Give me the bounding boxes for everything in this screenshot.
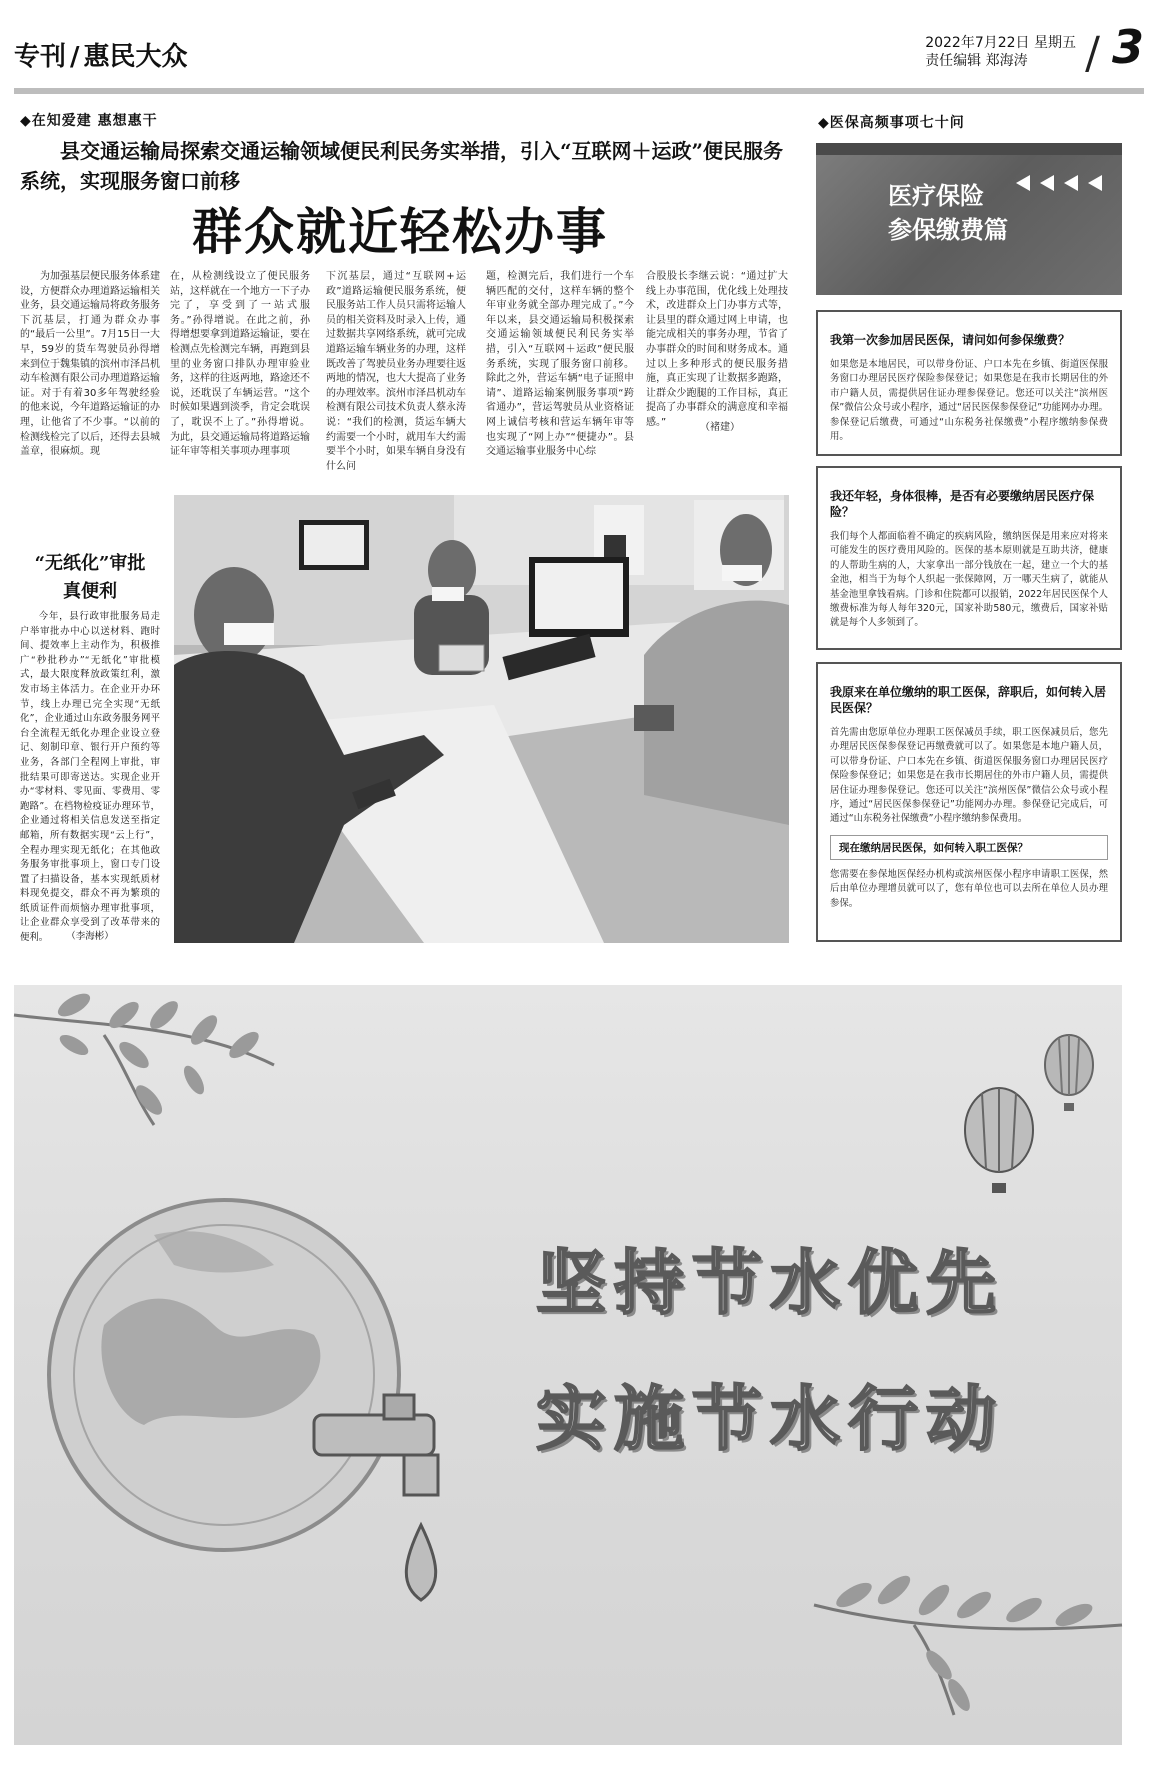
- sidebar-title-line2: 真便利: [63, 581, 117, 602]
- qa-sub-question: 现在缴纳居民医保，如何转入职工医保？: [830, 835, 1108, 860]
- masthead: [14, 14, 1144, 94]
- paper-name: 惠民大众: [83, 42, 188, 72]
- qa-answer-2: 我们每个人都面临着不确定的疾病风险，缴纳医保是用来应对将来可能发生的医疗费用风险的。医保的基本原则就是互助共济，健康的人帮助生病的人，大家拿出一部分钱放在一起，建立一个大的基金池，相当于为每个人织起一张保障网，万一哪天生病了，就能从基金池里拿钱看病。门诊和住院都可以报销，2022年居民医保个人缴费标准为每人每年320元，国家补助580元，缴费后，国家补贴就是每个人多领到了。: [830, 531, 1108, 629]
- banner-line1: 医疗保险: [888, 181, 984, 210]
- issue-date: 2022年7月22日 星期五: [925, 35, 1076, 51]
- masthead-divider: /: [70, 42, 80, 72]
- sidebar-story-body: 今年，县行政审批服务局走户举审批办中心以送材料、跑时间、提效率上主动作为，积极推广“秒批秒办”“无纸化”审批模式，最大限度释放政策红利，激发市场主体活力。在企业开办环节，线上办理已完全实现“无纸化”，企业通过山东政务服务网平台全流程无纸化办理企业设立登记、刻制印章、银行开户预约等业务，各部门全程网上审批，审批结果可即寄送达。实现企业开办“零材料、零见面、零费用、零跑路”。在档物检疫证办理环节，企业通过将相关信息发送至指定邮箱，所有数据实现“云上行”，全程办理实现无纸化；在其他政务服务审批事项上，窗口专门设置了扫描设备，基本实现纸质材料现免提交，群众不再为繁琐的纸质证件而烦恼办理审批事项，让企业群众享受到了改革带来的便利。: [20, 611, 160, 944]
- page-number-divider: /: [1085, 28, 1100, 79]
- article-column-4: 题，检测完后，我们进行一个车辆匹配的交付，这样车辆的整个年审业务就全部办理完成了。”今年以来，县交通运输局积极探索交通运输领域便民利民务实举措，引入“互联网＋运政”便民服务系统，实现了服务窗口前移。除此之外，营运车辆“电子证照申请”、道路运输案例服务事项“跨省通办”，营运驾驶员从业资格证网上诚信考核和营运车辆年审等也实现了“网上办”“便捷办”。县交通运输事业服务中心综: [486, 271, 634, 458]
- sidebar-title-line1: “无纸化”审批: [34, 553, 146, 574]
- water-saving-ad: [14, 985, 1122, 1745]
- qa-banner-title: [888, 179, 1008, 247]
- qa-sub-answer: 您需要在参保地医保经办机构或滨州医保小程序申请职工医保，然后由单位办理增员就可以了，您有单位也可以去所在单位人员办理参保。: [830, 868, 1108, 909]
- page-number: 3: [1111, 20, 1144, 74]
- masthead-info: [925, 34, 1076, 70]
- ad-slogan-line1: 坚持节水优先: [536, 1242, 1004, 1324]
- article-column-3: 下沉基层，通过“互联网+运政”道路运输便民服务系统，便民服务站工作人员只需将运输人员的相关资料及时录入上传，通过数据共享网络系统，就可完成道路运输车辆业务的办理，这样既改善了驾驶员业务办理要往返两地的情况，也大大提高了业务的办理效率。滨州市泽昌机动车检测有限公司技术负责人蔡永涛说：“我们的检测，货运车辆大约需要一个小时，就用车大约需要半个小时，如果车辆自身没有什么问: [326, 271, 466, 472]
- qa-question-3: 我原来在单位缴纳的职工医保，辞职后，如何转入居民医保？: [830, 685, 1107, 715]
- branch-top-left: [14, 1015, 274, 1125]
- qa-card-1: [816, 310, 1122, 456]
- article-column-1: 为加强基层便民服务体系建设，方便群众办理道路运输相关业务，县交通运输局将政务服务下沉基层，打通为群众办事的“最后一公里”。7月15日一大早，59岁的货车驾驶员孙得增来到位于魏集镇的滨州市泽昌机动车检测有限公司办理道路运输证。对于有着30多年驾驶经验的他来说，今年道路运输证的办理，让他省了不少事。“以前的检测线检完了以后，还得去县城盖章，很麻烦。现: [20, 271, 160, 458]
- water-globe: [49, 1200, 399, 1550]
- editor-credit: 责任编辑 郑海涛: [925, 53, 1028, 69]
- article-column-5: 合股股长李继云说：“通过扩大线上办事范围，优化线上处理技术，改进群众上门办事方式等，让县里的群众通过网上申请，也能完成相关的事务办理，节省了办事群众的时间和财务成本。通过以上多种形式的便民服务措施，真正实现了让数据多跑路，让群众少跑腿的工作目标，真正提高了办事群众的满意度和幸福感。”: [646, 271, 788, 428]
- article-subtitle: 县交通运输局探索交通运输领域便民利民务实举措，引入“互联网＋运政”便民服务系统，实现服务窗口前移: [20, 139, 784, 193]
- sidebar-byline: （李海彬）: [66, 931, 114, 942]
- qa-answer-3: 首先需由您原单位办理职工医保减员手续，职工医保减员后，您先办理居民医保参保登记再缴费就可以了。如果您是本地户籍人员，可以带身份证、户口本先在乡镇、街道医保服务窗口办理居民医疗保险参保登记；如果您是在我市长期居住的外市户籍人员，需提供居住证办理参保登记。您还可以关注“滨州医保”微信公众号或小程序，通过“居民医保参保登记”功能网办办理。参保登记完成后，可通过“山东税务社保缴费”小程序缴纳参保费用。: [830, 727, 1108, 825]
- article-title: 群众就近轻松办事: [192, 203, 608, 261]
- article-section-tag: ◆在知爱建 惠想惠干: [20, 113, 158, 129]
- qa-answer-1: 如果您是本地居民，可以带身份证、户口本先在乡镇、街道医保服务窗口办理居民医疗保险参保登记；如果您是在我市长期居住的外市户籍人员，需提供居住证办理参保登记。您还可以关注“滨州医保”微信公众号或小程序，通过“居民医保参保登记”功能网办办理。参保登记后缴费，可通过“山东税务社保缴费”小程序缴纳参保费用。: [830, 359, 1108, 443]
- banner-line2: 参保缴费篇: [888, 215, 1008, 244]
- hot-air-balloons: [965, 1035, 1093, 1193]
- photo-illustration: [174, 495, 789, 943]
- section-label: 专刊: [14, 42, 67, 72]
- article-column-2: 在，从检测线设立了便民服务站，这样就在一个地方一下子办完了，享受到了一站式服务。”孙得增说。在此之前，孙得增想要拿到道路运输证，要在检测点先检测完车辆，再跑到县里的业务窗口排队办理审验业务，这样的往返两地，路途还不说，还耽误了车辆运营。“这个时候如果遇到淡季，肯定会耽误了，耽误不上了。”孙得增说。为此，县交通运输局将道路运输证年审等相关事项办理事项: [170, 271, 310, 458]
- qa-question-2: 我还年轻，身体很棒，是否有必要缴纳居民医疗保险？: [830, 489, 1095, 519]
- qa-card-3: [816, 662, 1122, 942]
- sidebar-story-title: [20, 550, 160, 606]
- qa-banner: [816, 143, 1122, 295]
- service-hall-photo: [174, 495, 789, 943]
- ad-slogan-line2: 实施节水行动: [536, 1378, 1004, 1460]
- qa-card-2: [816, 466, 1122, 650]
- qa-question-1: 我第一次参加居民医保，请问如何参保缴费？: [830, 333, 1071, 347]
- qa-section-tag: ◆医保高频事项七十问: [818, 115, 965, 131]
- article-byline: （褚建）: [700, 422, 740, 433]
- masthead-left: [14, 36, 188, 73]
